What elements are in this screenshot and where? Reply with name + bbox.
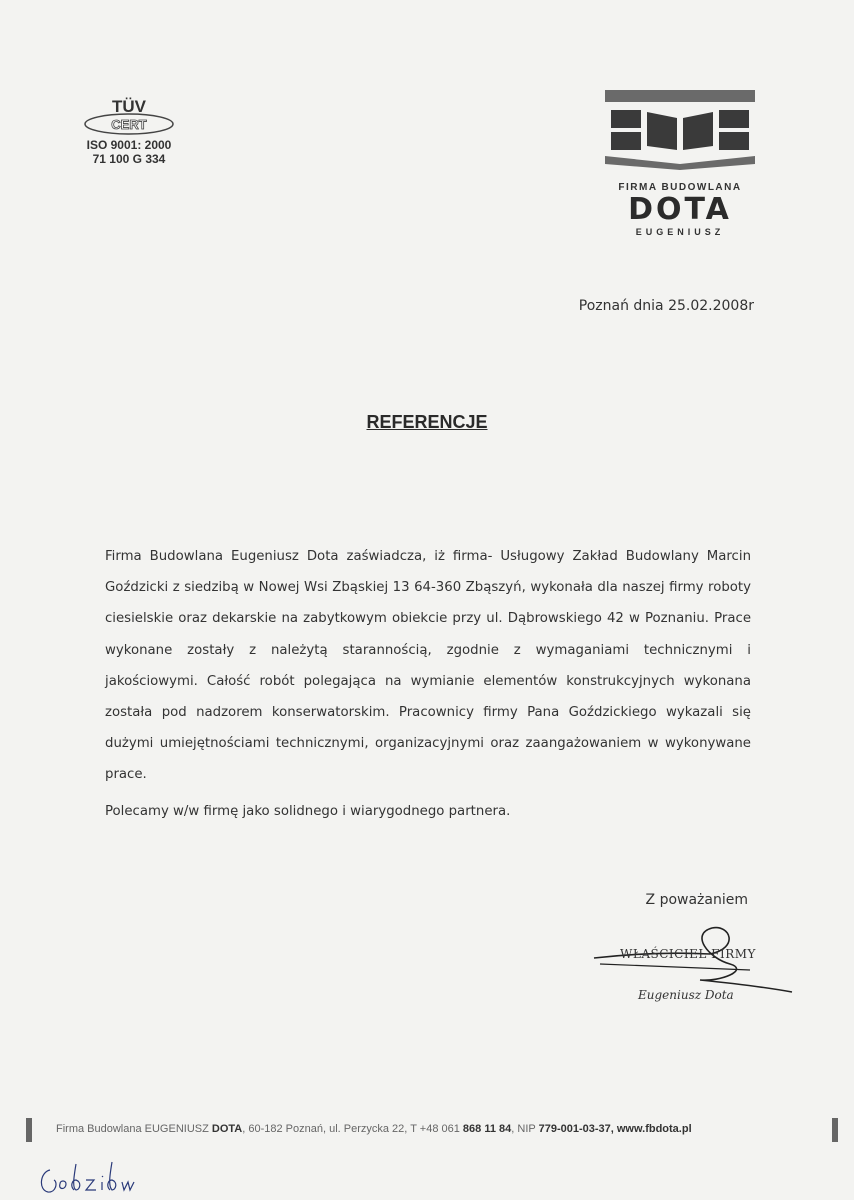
company-logo xyxy=(590,90,770,237)
footer-right-bar xyxy=(832,1118,838,1142)
logo-sub-line: EUGENIUSZ xyxy=(635,227,725,237)
footer-text xyxy=(56,1123,692,1135)
recommendation-line: Polecamy w/w firmę jako solidnego i wiarygodnego partnera. xyxy=(105,804,511,819)
logo-top-line: FIRMA BUDOWLANA xyxy=(618,182,742,193)
closing-line: Z poważaniem xyxy=(645,892,748,908)
footer-website: , www.fbdota.pl xyxy=(610,1123,692,1135)
stamp-role: WŁAŚCICIEL FIRMY xyxy=(620,947,756,961)
footer-nip-label: , NIP xyxy=(511,1123,536,1135)
letter-footer xyxy=(26,1118,838,1144)
letter-body xyxy=(105,541,751,791)
letter-title xyxy=(0,412,854,433)
footer-company: DOTA xyxy=(211,1123,243,1135)
body-paragraph: Firma Budowlana Eugeniusz Dota zaświadcza, iż firma- Usługowy Zakład Budowlany Marcin Goździcki z siedzibą w Nowej Wsi Zbąskiej 13 64-360 Zbąszyń, wykonała dla naszej firmy roboty ciesielskie oraz dekarskie na zabytkowym obiekcie przy ul. Dąbrowskiego 42 w Poznaniu. Prace wykonane zostały z należytą starannością, zgodnie z wymaganiami technicznymi i jakościowymi. Całość robót polegająca na wymianie elementów konstrukcyjnych wykonana została pod nadzorem konserwatorskim. Pracownicy firmy Pana Goździckiego wykazali się dużymi umiejętnościami technicznymi, organizacyjnymi oraz zaangażowaniem w wykonywane prace. xyxy=(105,549,751,783)
footer-prefix: Firma Budowlana EUGENIUSZ xyxy=(56,1123,209,1135)
stamp-name: Eugeniusz Dota xyxy=(638,988,734,1002)
logo-company-name: DOTA xyxy=(628,192,732,227)
date-line: Poznań dnia 25.02.2008r xyxy=(578,298,754,314)
cert-number: 71 100 G 334 xyxy=(92,152,166,166)
footer-phone: 868 11 84 xyxy=(462,1123,512,1135)
letter-title-text: REFERENCJE xyxy=(366,412,488,432)
svg-text:CERT: CERT xyxy=(111,117,147,132)
footer-left-bar xyxy=(26,1118,32,1142)
footer-nip: 779-001-03-37 xyxy=(538,1123,611,1135)
tuv-cert-logo-icon xyxy=(81,96,177,136)
building-logo-icon xyxy=(605,90,755,170)
handwritten-note-icon xyxy=(36,1160,146,1198)
footer-address: , 60-182 Poznań, ul. Perzycka 22, T +48 061 xyxy=(242,1123,460,1135)
iso-standard: ISO 9001: 2000 xyxy=(86,138,172,152)
svg-text:TÜV: TÜV xyxy=(112,97,146,116)
tuv-cert-block xyxy=(74,96,184,166)
